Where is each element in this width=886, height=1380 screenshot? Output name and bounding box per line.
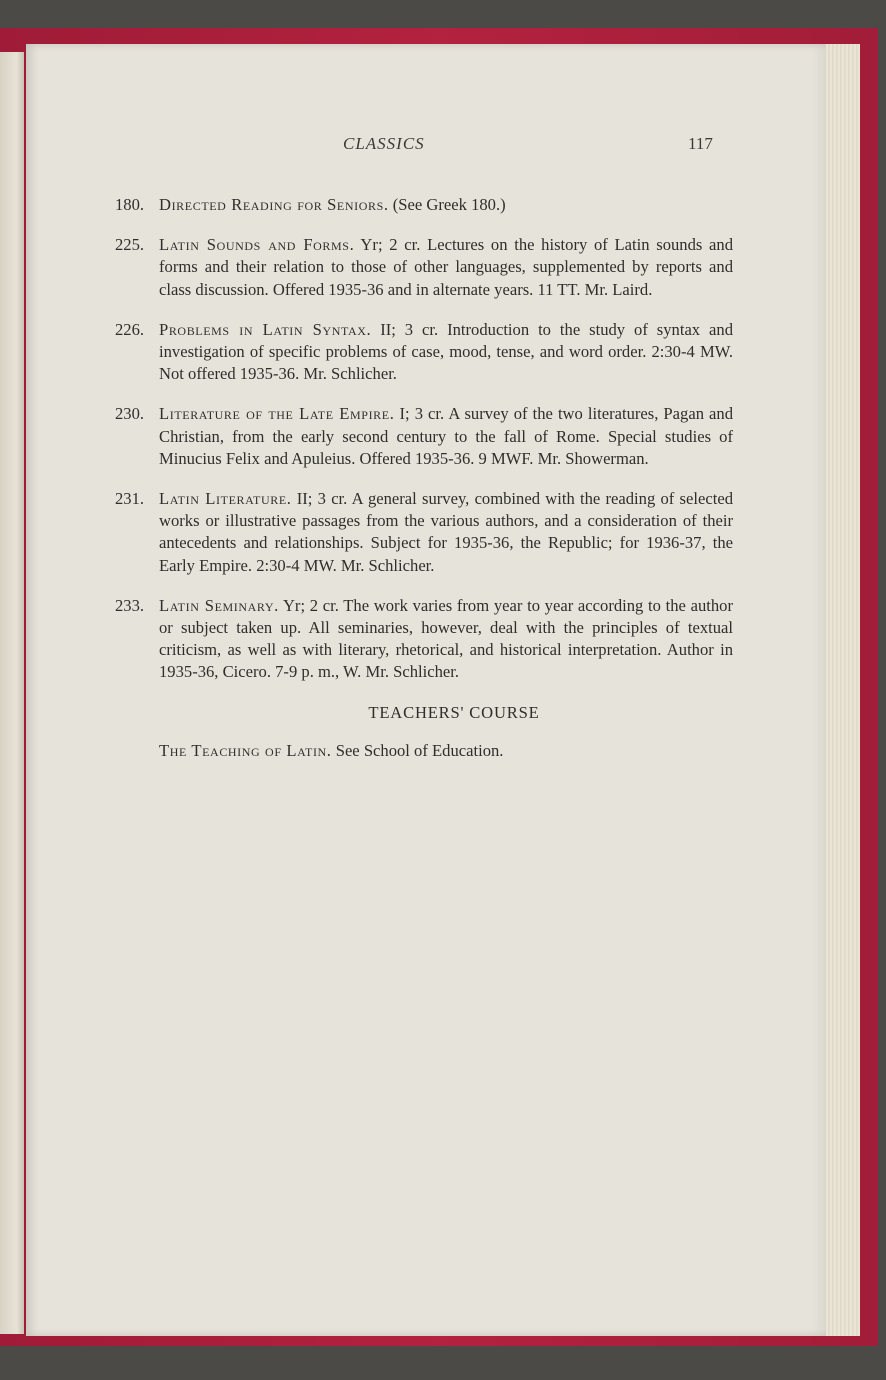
course-entry: [115, 234, 733, 301]
course-description: Yr; 2 cr. The work varies from year to year according to the author or subject taken up. All seminaries, however, deal with the principles of textual criticism, as well as with literary, rhetorical, and historical interpretation. Author in 1935-36, Cicero. 7-9 p. m., W. Mr. Schlicher.: [159, 595, 733, 682]
section-heading: TEACHERS' COURSE: [368, 702, 540, 722]
course-text: [159, 194, 733, 216]
course-description: See School of Education.: [331, 740, 504, 760]
course-entry: [115, 488, 733, 577]
course-number: 233.: [115, 595, 145, 615]
course-number: 230.: [115, 404, 145, 424]
course-description: II; 3 cr. Introduction to the study of syntax and investigation of specific problems of case, mood, tense, and word order. 2:30-4 MW. Not offered 1935-36. Mr. Schlicher.: [159, 319, 734, 384]
course-text: [159, 234, 733, 301]
course-text: [159, 403, 733, 470]
course-number: 225.: [115, 235, 145, 255]
course-number: 226.: [115, 319, 145, 339]
page-body: [115, 194, 733, 762]
course-entry: [115, 403, 733, 470]
course-entry: [115, 194, 733, 216]
teachers-course-entry: [159, 740, 733, 762]
course-entry: [115, 595, 733, 684]
course-entry: [115, 319, 733, 386]
course-title: Directed Reading for Seniors.: [159, 195, 389, 214]
course-number: 231.: [115, 489, 145, 509]
left-page-edge: [0, 52, 24, 1334]
page-block-edge: [822, 44, 860, 1336]
course-number: 180.: [115, 195, 145, 214]
course-title: Latin Seminary.: [159, 595, 279, 615]
running-title: CLASSICS: [343, 134, 425, 153]
page-number: 117: [688, 134, 713, 153]
course-description: Yr; 2 cr. Lectures on the history of Latin sounds and forms and their relation to those of other languages, supplemented by reports and class discussion. Offered 1935-36 and in alternate years. 11 TT. Mr. Laird.: [159, 235, 733, 299]
course-title: Latin Sounds and Forms.: [159, 235, 355, 255]
course-description: II; 3 cr. A general survey, combined with the reading of selected works or illustrative passages from the various authors, and a consideration of their antecedents and relationships. Subject for 1935-36, the Republic; for 1936-37, the Early Empire. 2:30-4 MW. Mr. Schlicher.: [159, 489, 733, 575]
course-text: [159, 595, 733, 684]
course-title: Literature of the Late Empire.: [159, 404, 395, 424]
course-description: I; 3 cr. A survey of the two literatures, Pagan and Christian, from the early second century to the fall of Rome. Special studies of Minucius Felix and Apuleius. Offered 1935-36. 9 MWF. Mr. Showerman.: [159, 404, 734, 468]
course-text: [159, 319, 733, 386]
course-description: (See Greek 180.): [388, 195, 506, 214]
course-title: The Teaching of Latin.: [159, 740, 332, 760]
course-title: Latin Literature.: [159, 489, 292, 509]
course-text: [159, 488, 733, 577]
course-title: Problems in Latin Syntax.: [159, 319, 372, 339]
